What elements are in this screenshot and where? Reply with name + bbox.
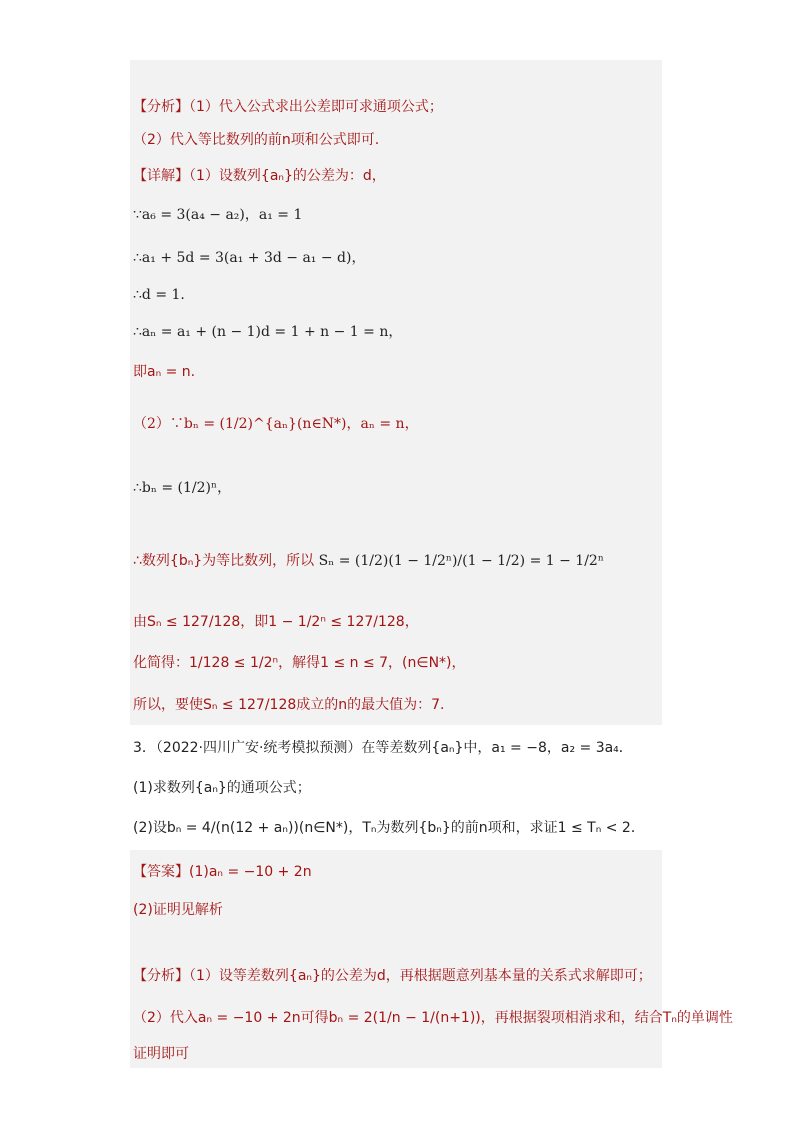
analysis-line-b: 【分析】（1）设等差数列{aₙ}的公差为d，再根据题意列基本量的关系式求解即可；: [133, 968, 652, 984]
answer-line-2: (2)证明见解析: [133, 902, 223, 918]
answer-line: 【答案】(1)aₙ = −10 + 2n: [133, 864, 312, 880]
solution-panel-2: [130, 850, 662, 1068]
part2-line-3: ∴数列{bₙ}为等比数列，所以 Sₙ = (1/2)(1 − 1/2ⁿ)/(1 − 1/2) = 1 − 1/2ⁿ: [133, 553, 604, 569]
part2-line-4: 由Sₙ ≤ 127/128，即1 − 1/2ⁿ ≤ 127/128，: [133, 614, 419, 630]
analysis-line: 【分析】（1）代入公式求出公差即可求通项公式；: [133, 99, 443, 115]
derivation-line-4: ∴aₙ = a₁ + (n − 1)d = 1 + n − 1 = n，: [133, 324, 403, 340]
detail-line: 【详解】（1）设数列{aₙ}的公差为：d，: [133, 168, 386, 184]
part2-line-1: （2）∵bₙ = (1/2)^{aₙ}(n∈N*)，aₙ = n，: [133, 416, 419, 432]
derivation-line-3: ∴d = 1.: [133, 287, 185, 303]
part2-line-2: ∴bₙ = (1/2)ⁿ，: [133, 480, 232, 496]
derivation-line-1: ∵a₆ = 3(a₄ − a₂)，a₁ = 1: [133, 207, 303, 223]
analysis-line-b3: 证明即可: [133, 1046, 189, 1062]
problem-3-q2: (2)设bₙ = 4/(n(12 + aₙ))(n∈N*)，Tₙ为数列{bₙ}的前n项和，求证1 ≤ Tₙ < 2．: [133, 820, 645, 836]
derivation-line-2: ∴a₁ + 5d = 3(a₁ + 3d − a₁ − d)，: [133, 250, 366, 266]
part2-line-6: 所以，要使Sₙ ≤ 127/128成立的n的最大值为：7.: [133, 697, 445, 713]
problem-3-stem: 3．（2022·四川广安·统考模拟预测）在等差数列{aₙ}中，a₁ = −8，a₂ = 3a₄．: [133, 740, 633, 756]
analysis-line-2: （2）代入等比数列的前n项和公式即可.: [133, 132, 380, 148]
analysis-line-b2: （2）代入aₙ = −10 + 2n可得bₙ = 2(1/n − 1/(n+1))，再根据裂项相消求和，结合Tₙ的单调性: [133, 1010, 733, 1026]
problem-3-q1: (1)求数列{aₙ}的通项公式；: [133, 780, 311, 796]
part2-line-5: 化简得：1/128 ≤ 1/2ⁿ，解得1 ≤ n ≤ 7，(n∈N*)，: [133, 655, 466, 671]
derivation-line-5: 即aₙ = n.: [133, 364, 196, 380]
